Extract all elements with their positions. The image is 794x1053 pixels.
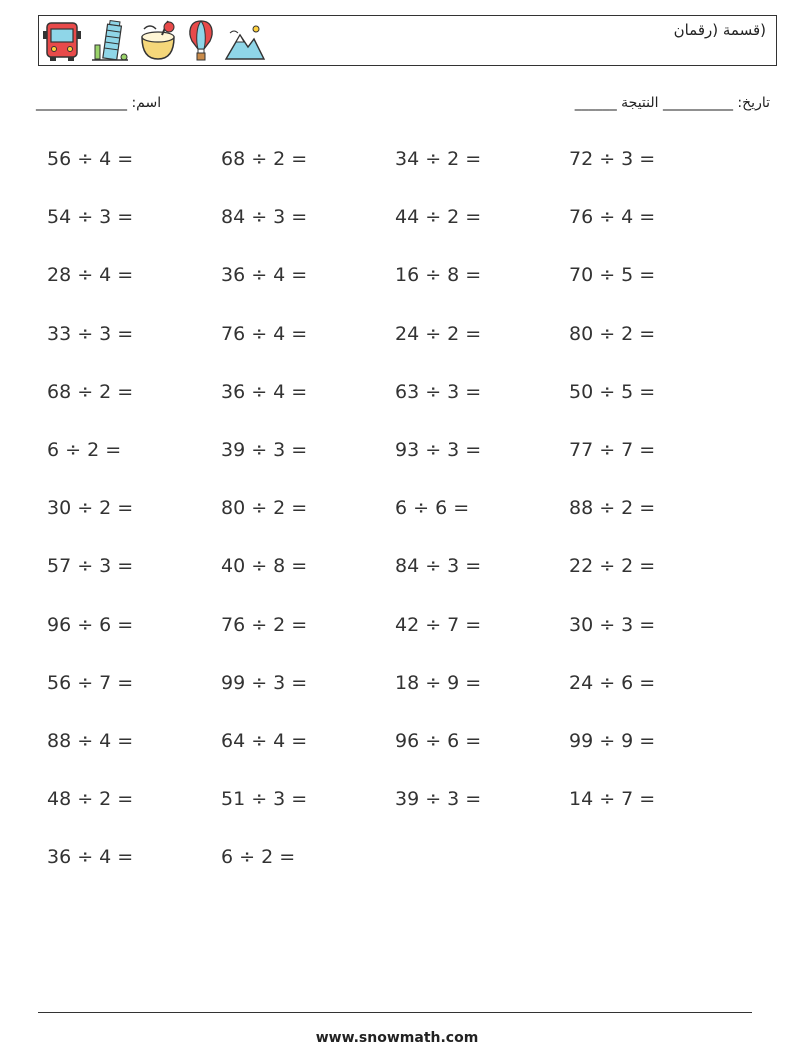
problem-item: 63 ÷ 3 =: [395, 381, 482, 403]
problem-item: 28 ÷ 4 =: [47, 264, 134, 286]
problem-item: 68 ÷ 2 =: [47, 381, 134, 403]
problem-item: 76 ÷ 4 =: [221, 323, 308, 345]
problem-item: 54 ÷ 3 =: [47, 206, 134, 228]
problem-item: 39 ÷ 3 =: [395, 788, 482, 810]
worksheet-title: (قسمة (رقمان: [673, 21, 766, 39]
header-icons: [42, 19, 266, 63]
problem-item: 80 ÷ 2 =: [569, 323, 656, 345]
problem-item: 68 ÷ 2 =: [221, 148, 308, 170]
hot-air-balloon-icon: [186, 19, 216, 63]
problem-item: 34 ÷ 2 =: [395, 148, 482, 170]
problem-item: 72 ÷ 3 =: [569, 148, 656, 170]
problem-item: 30 ÷ 2 =: [47, 497, 134, 519]
coconut-drink-icon: [138, 19, 178, 63]
problem-item: 76 ÷ 2 =: [221, 614, 308, 636]
problem-item: 88 ÷ 4 =: [47, 730, 134, 752]
name-field: اسم: _____________: [36, 95, 162, 111]
problem-item: 96 ÷ 6 =: [47, 614, 134, 636]
problem-item: 40 ÷ 8 =: [221, 555, 308, 577]
problem-item: 99 ÷ 3 =: [221, 672, 308, 694]
footer-divider: [38, 1012, 752, 1013]
problem-item: 30 ÷ 3 =: [569, 614, 656, 636]
problem-item: 6 ÷ 2 =: [221, 846, 296, 868]
problem-item: 42 ÷ 7 =: [395, 614, 482, 636]
problem-item: 88 ÷ 2 =: [569, 497, 656, 519]
problem-item: 36 ÷ 4 =: [47, 846, 134, 868]
problem-item: 93 ÷ 3 =: [395, 439, 482, 461]
problem-item: 33 ÷ 3 =: [47, 323, 134, 345]
problem-item: 24 ÷ 6 =: [569, 672, 656, 694]
problem-item: 56 ÷ 7 =: [47, 672, 134, 694]
problem-item: 14 ÷ 7 =: [569, 788, 656, 810]
problem-item: 6 ÷ 6 =: [395, 497, 470, 519]
problem-item: 48 ÷ 2 =: [47, 788, 134, 810]
header-box: [38, 15, 777, 66]
problem-item: 80 ÷ 2 =: [221, 497, 308, 519]
problem-item: 77 ÷ 7 =: [569, 439, 656, 461]
problem-item: 22 ÷ 2 =: [569, 555, 656, 577]
problem-item: 50 ÷ 5 =: [569, 381, 656, 403]
problem-item: 64 ÷ 4 =: [221, 730, 308, 752]
problem-item: 24 ÷ 2 =: [395, 323, 482, 345]
problem-item: 16 ÷ 8 =: [395, 264, 482, 286]
problem-item: 99 ÷ 9 =: [569, 730, 656, 752]
problem-item: 56 ÷ 4 =: [47, 148, 134, 170]
problem-item: 84 ÷ 3 =: [221, 206, 308, 228]
problem-item: 6 ÷ 2 =: [47, 439, 122, 461]
problem-item: 57 ÷ 3 =: [47, 555, 134, 577]
problem-item: 36 ÷ 4 =: [221, 264, 308, 286]
problem-item: 70 ÷ 5 =: [569, 264, 656, 286]
bus-icon: [42, 19, 82, 63]
date-score-field: تاريخ: __________ النتيجة ______: [574, 95, 770, 111]
problem-item: 84 ÷ 3 =: [395, 555, 482, 577]
leaning-tower-icon: [90, 19, 130, 63]
footer-url: www.snowmath.com: [315, 1030, 479, 1046]
problem-item: 96 ÷ 6 =: [395, 730, 482, 752]
problem-item: 18 ÷ 9 =: [395, 672, 482, 694]
mountain-icon: [224, 19, 266, 63]
problem-item: 51 ÷ 3 =: [221, 788, 308, 810]
problem-item: 36 ÷ 4 =: [221, 381, 308, 403]
problem-item: 76 ÷ 4 =: [569, 206, 656, 228]
problem-item: 44 ÷ 2 =: [395, 206, 482, 228]
problem-item: 39 ÷ 3 =: [221, 439, 308, 461]
